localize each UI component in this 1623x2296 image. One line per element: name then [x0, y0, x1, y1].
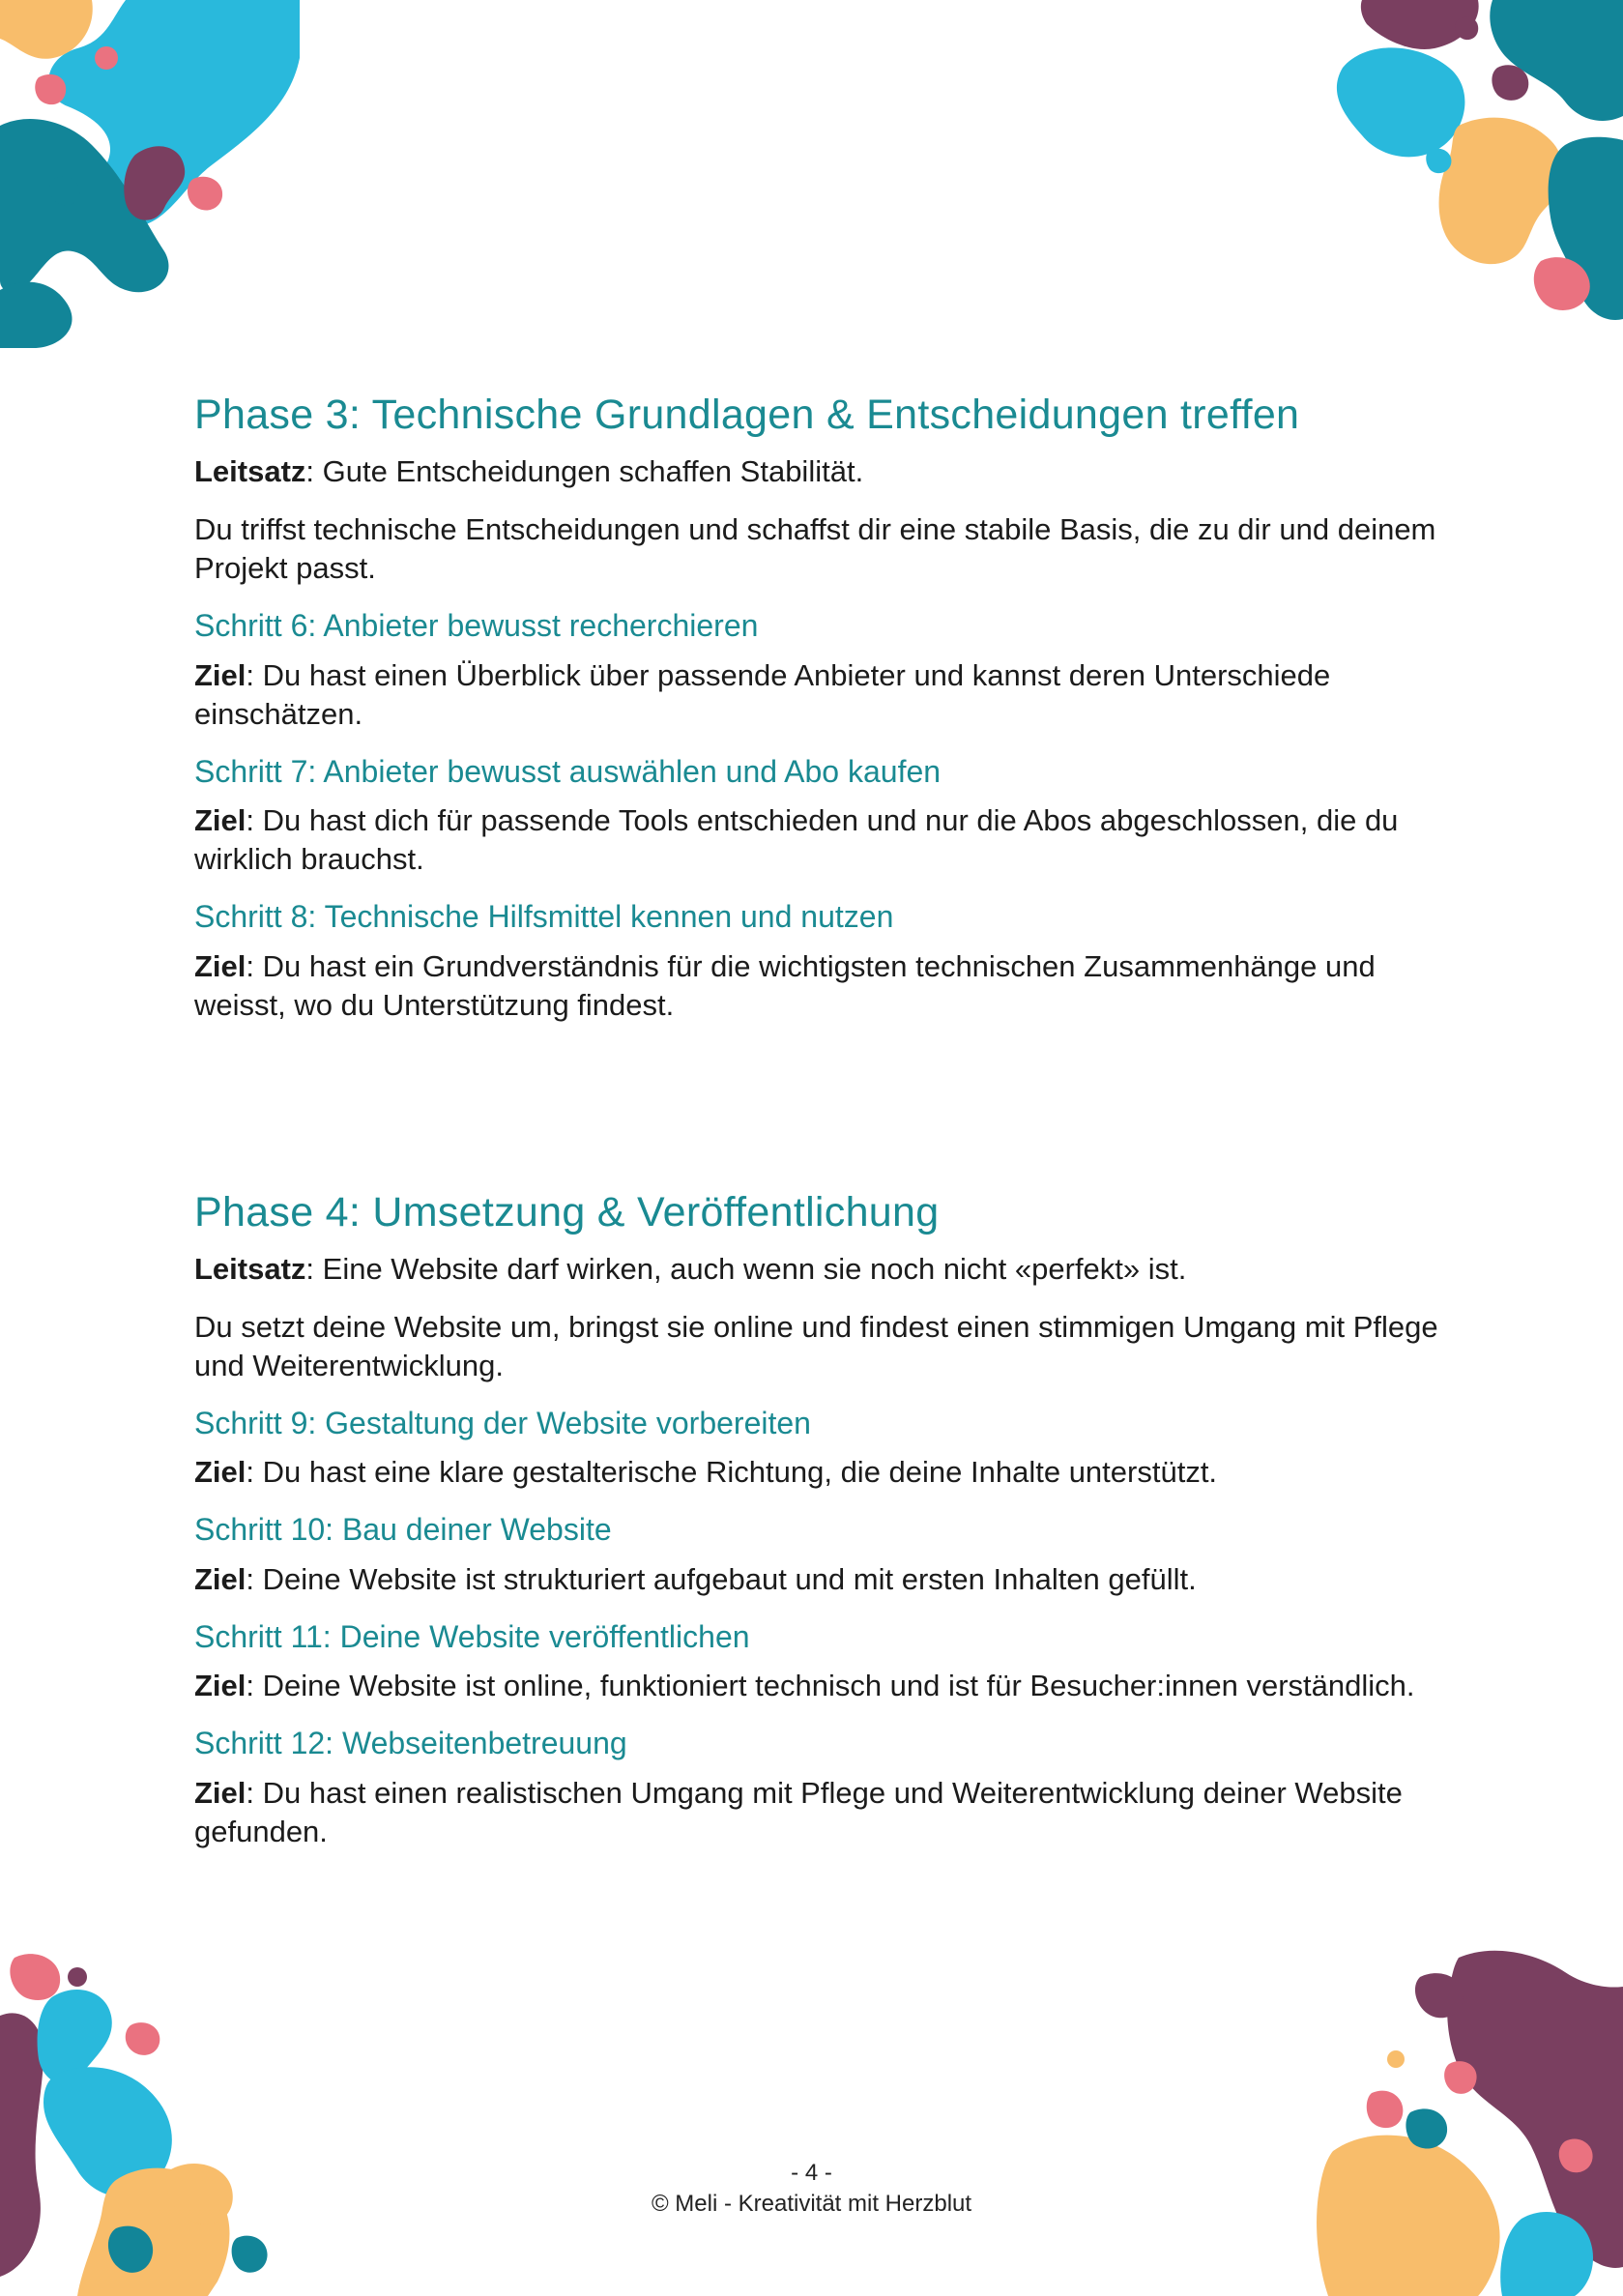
phase-section: [194, 392, 1451, 1025]
step-goal: [194, 801, 1451, 879]
step-title: Schritt 10: Bau deiner Website: [194, 1512, 612, 1548]
section-spacer: [194, 1044, 1451, 1189]
step-title: Schritt 12: Webseitenbetreuung: [194, 1726, 627, 1761]
decorative-blobs-bottom-right: [1314, 1948, 1623, 2296]
goal-text: : Du hast einen realistischen Umgang mit Pflege und Weiterentwicklung deiner Website gefunden.: [194, 1775, 1403, 1848]
decorative-blobs-top-right: [1323, 0, 1623, 338]
copyright-text: © Meli - Kreativität mit Herzblut: [651, 2191, 972, 2217]
step-title: Schritt 6: Anbieter bewusst recherchieren: [194, 608, 759, 644]
lead-label: Leitsatz: [194, 454, 306, 489]
goal-label: Ziel: [194, 1561, 246, 1596]
lead-label: Leitsatz: [194, 1252, 306, 1287]
page-content: [194, 392, 1451, 1871]
goal-text: : Deine Website ist strukturiert aufgebaut und mit ersten Inhalten gefüllt.: [246, 1561, 1197, 1596]
phase-lead: [194, 452, 1451, 491]
goal-text: : Du hast eine klare gestalterische Richtung, die deine Inhalte unterstützt.: [246, 1455, 1218, 1490]
step-goal: [194, 1667, 1451, 1705]
lead-text: : Eine Website darf wirken, auch wenn sie noch nicht «perfekt» ist.: [305, 1252, 1187, 1287]
step-title: Schritt 9: Gestaltung der Website vorbereiten: [194, 1406, 811, 1441]
step-title: Schritt 7: Anbieter bewusst auswählen und Abo kaufen: [194, 753, 942, 789]
goal-label: Ziel: [194, 657, 246, 692]
goal-label: Ziel: [194, 1455, 246, 1490]
step-title: Schritt 8: Technische Hilfsmittel kennen und nutzen: [194, 899, 894, 935]
goal-label: Ziel: [194, 948, 246, 983]
decorative-blobs-top-left: [0, 0, 300, 348]
goal-text: : Du hast einen Überblick über passende Anbieter und kannst deren Unterschiede einschätzen.: [194, 657, 1331, 731]
phase-title: Phase 4: Umsetzung & Veröffentlichung: [194, 1188, 940, 1235]
step-goal: [194, 1453, 1451, 1492]
goal-text: : Du hast dich für passende Tools entschieden und nur die Abos abgeschlossen, die du wirklich brauchst.: [194, 803, 1399, 877]
phase-title: Phase 3: Technische Grundlagen & Entscheidungen treffen: [194, 392, 1300, 438]
step-goal: [194, 656, 1451, 734]
decorative-blobs-bottom-left: [0, 1948, 309, 2296]
page-footer: [0, 2158, 1623, 2220]
phase-section: [194, 1189, 1451, 1851]
goal-label: Ziel: [194, 1669, 246, 1703]
goal-label: Ziel: [194, 803, 246, 838]
goal-label: Ziel: [194, 1775, 246, 1810]
goal-text: : Deine Website ist online, funktioniert technisch und ist für Besucher:innen verständlich.: [246, 1669, 1415, 1703]
phase-lead: [194, 1250, 1451, 1289]
lead-text: : Gute Entscheidungen schaffen Stabilität.: [305, 454, 864, 489]
phase-intro: Du triffst technische Entscheidungen und schaffst dir eine stabile Basis, die zu dir und deinem Projekt passt.: [194, 512, 1436, 586]
goal-text: : Du hast ein Grundverständnis für die wichtigsten technischen Zusammenhänge und weisst, wo du Unterstützung findest.: [194, 948, 1376, 1022]
step-goal: [194, 947, 1451, 1025]
phase-intro: Du setzt deine Website um, bringst sie online und findest einen stimmigen Umgang mit Pflege und Weiterentwicklung.: [194, 1310, 1438, 1383]
page-number: - 4 -: [791, 2160, 832, 2186]
step-goal: [194, 1560, 1451, 1599]
step-goal: [194, 1774, 1451, 1851]
step-title: Schritt 11: Deine Website veröffentlichen: [194, 1618, 750, 1654]
